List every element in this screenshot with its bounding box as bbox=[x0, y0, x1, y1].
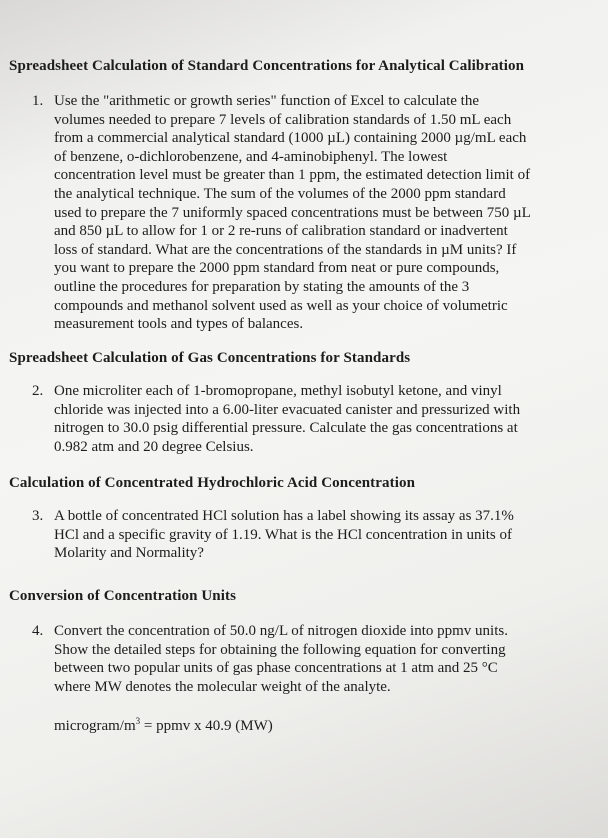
question-text bbox=[54, 622, 508, 696]
text-line: and 850 µL to allow for 1 or 2 re-runs of calibration standard or inadvertent bbox=[54, 223, 508, 240]
text-line: One microliter each of 1-bromopropane, methyl isobutyl ketone, and vinyl bbox=[54, 383, 502, 399]
conversion-formula bbox=[54, 716, 273, 735]
text-line: used to prepare the 7 uniformly spaced concentrations must be between 750 µL bbox=[54, 204, 531, 221]
text-line: nitrogen to 30.0 psig differential pressure. Calculate the gas concentrations at bbox=[54, 420, 518, 437]
text-line: Use the "arithmetic or growth series" function of Excel to calculate the bbox=[54, 93, 480, 109]
text-line: volumes needed to prepare 7 levels of calibration standards of 1.50 mL each bbox=[54, 111, 512, 128]
text-line: HCl and a specific gravity of 1.19. What is the HCl concentration in units of bbox=[54, 526, 512, 543]
question-text bbox=[54, 507, 514, 563]
text-line: Convert the concentration of 50.0 ng/L of nitrogen dioxide into ppmv units. bbox=[54, 623, 508, 639]
text-line: A bottle of concentrated HCl solution has a label showing its assay as 37.1% bbox=[54, 508, 514, 524]
text-line: of benzene, o-dichlorobenzene, and 4-aminobiphenyl. The lowest bbox=[54, 148, 448, 165]
text-line: measurement tools and types of balances. bbox=[54, 316, 304, 333]
text-line: between two popular units of gas phase concentrations at 1 atm and 25 °C bbox=[54, 660, 498, 677]
formula-right: = ppmv x 40.9 (MW) bbox=[140, 718, 273, 734]
text-line: 0.982 atm and 20 degree Celsius. bbox=[54, 438, 254, 455]
question-text bbox=[54, 92, 531, 334]
section-heading-2: Spreadsheet Calculation of Gas Concentrations for Standards bbox=[9, 350, 411, 366]
section-heading-3: Calculation of Concentrated Hydrochloric Acid Concentration bbox=[9, 475, 416, 491]
text-line: you want to prepare the 2000 ppm standard from neat or pure compounds, bbox=[54, 260, 500, 277]
text-line: chloride was injected into a 6.00-liter evacuated canister and pressurized with bbox=[54, 401, 521, 418]
question-number: 3. bbox=[32, 508, 44, 524]
question-number: 2. bbox=[32, 383, 44, 399]
text-line: from a commercial analytical standard (1000 µL) containing 2000 µg/mL each bbox=[54, 130, 527, 147]
question-number: 1. bbox=[32, 93, 44, 109]
text-line: the analytical technique. The sum of the volumes of the 2000 ppm standard bbox=[54, 185, 506, 202]
section-heading-1: Spreadsheet Calculation of Standard Concentrations for Analytical Calibration bbox=[9, 58, 525, 74]
formula-left: microgram/m bbox=[54, 718, 136, 734]
text-line: where MW denotes the molecular weight of the analyte. bbox=[54, 678, 391, 695]
text-line: Show the detailed steps for obtaining the following equation for converting bbox=[54, 641, 506, 658]
text-line: loss of standard. What are the concentrations of the standards in µM units? If bbox=[54, 241, 517, 258]
text-line: compounds and methanol solvent used as well as your choice of volumetric bbox=[54, 297, 508, 314]
question-text bbox=[54, 382, 520, 456]
formula-superscript: 3 bbox=[135, 716, 141, 726]
text-line: Molarity and Normality? bbox=[54, 545, 204, 562]
text-line: concentration level must be greater than 1 ppm, the estimated detection limit of bbox=[54, 167, 531, 184]
section-heading-4: Conversion of Concentration Units bbox=[9, 588, 237, 604]
question-number: 4. bbox=[32, 623, 44, 639]
text-line: outline the procedures for preparation by stating the amounts of the 3 bbox=[54, 278, 470, 295]
